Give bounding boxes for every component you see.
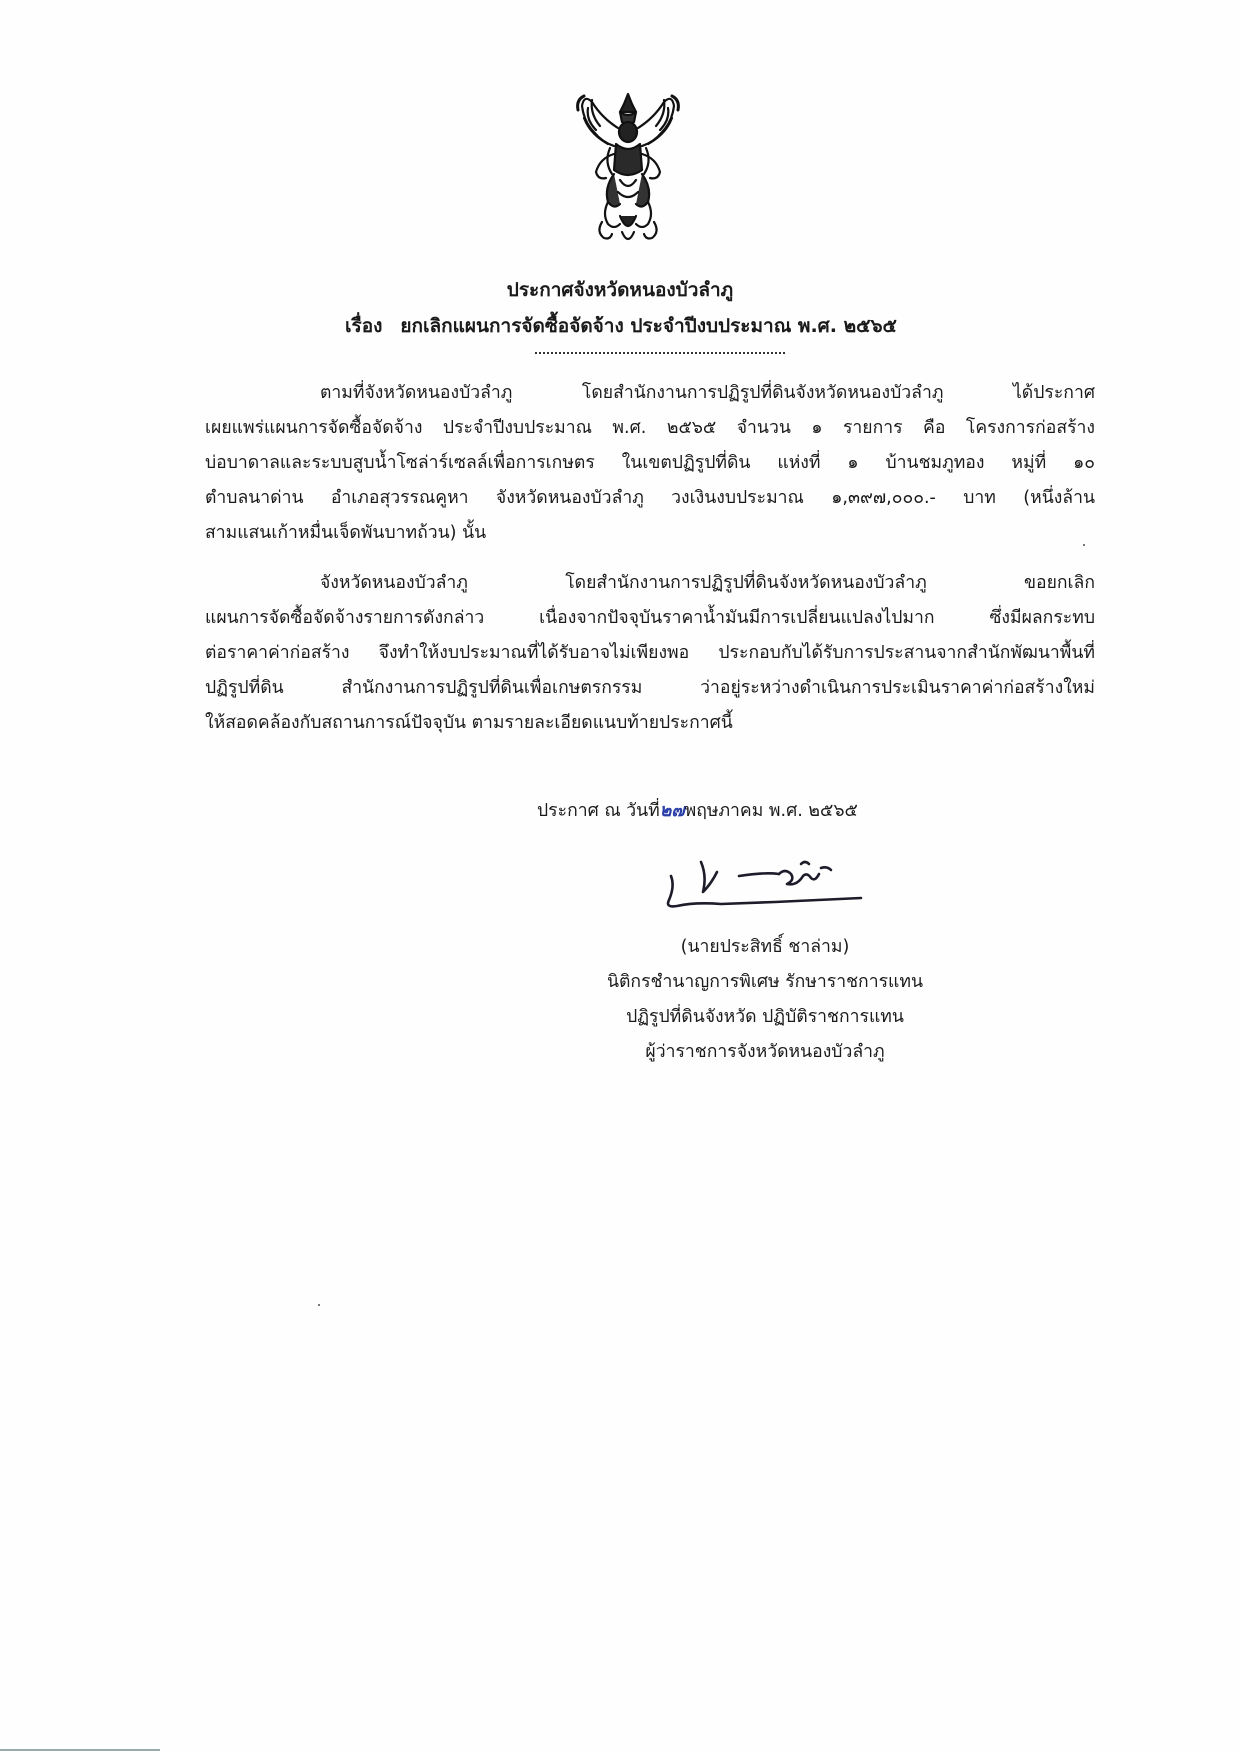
scan-speck [1083,544,1085,546]
paragraph-1-line: เผยแพร่แผนการจัดซื้อจัดจ้าง ประจำปีงบประมาณ พ.ศ. ๒๕๖๕ จำนวน ๑ รายการ คือ โครงการก่อสร้าง [205,418,1095,438]
announcement-date [537,796,858,826]
date-month-year: พฤษภาคม พ.ศ. ๒๕๖๕ [684,801,858,821]
date-prefix: ประกาศ ณ วันที่ [537,801,660,821]
paragraph-2-line: แผนการจัดซื้อจัดจ้างรายการดังกล่าว เนื่องจากปัจจุบันราคาน้ำมันมีการเปลี่ยนแปลงไปมาก ซึ่งมีผลกระทบ [205,608,1095,628]
paragraph-2-line: ต่อราคาค่าก่อสร้าง จึงทำให้งบประมาณที่ได้รับอาจไม่เพียงพอ ประกอบกับได้รับการประสานจากสำนักพัฒนาพื้นที่ [205,643,1095,663]
announcement-subject [345,312,897,340]
signatory-name: (นายประสิทธิ์ ชาล่าม) [680,937,850,957]
paragraph-2 [205,566,1095,741]
announcement-title: ประกาศจังหวัดหนองบัวลำภู [506,279,734,301]
title-divider [535,352,785,354]
scan-edge-mark [0,1749,160,1751]
paragraph-1-line: ตามที่จังหวัดหนองบัวลำภู โดยสำนักงานการปฏิรูปที่ดินจังหวัดหนองบัวลำภู ได้ประกาศ [320,383,1095,403]
scan-speck [318,1304,320,1306]
garuda-emblem-icon [574,88,682,248]
date-day-handwritten: ๒๗ [659,800,685,821]
signature-scribble [655,846,875,910]
paragraph-1 [205,376,1095,551]
paragraph-1-line: บ่อบาดาลและระบบสูบน้ำโซล่าร์เซลล์เพื่อการเกษตร ในเขตปฏิรูปที่ดิน แห่งที่ ๑ บ้านชมภูทอง หมู่ที่ ๑๐ [205,453,1095,473]
subject-label: เรื่อง [345,315,383,337]
paragraph-2-line: จังหวัดหนองบัวลำภู โดยสำนักงานการปฏิรูปที่ดินจังหวัดหนองบัวลำภู ขอยกเลิก [320,573,1095,593]
signatory-block [575,930,955,1070]
paragraph-1-line: ตำบลนาด่าน อำเภอสุวรรณคูหา จังหวัดหนองบัวลำภู วงเงินงบประมาณ ๑,๓๙๗,๐๐๐.- บาท (หนึ่งล้าน [205,488,1095,508]
signatory-position-1: นิติกรชำนาญการพิเศษ รักษาราชการแทน [606,972,924,992]
paragraph-2-line: ปฏิรูปที่ดิน สำนักงานการปฏิรูปที่ดินเพื่อเกษตรกรรม ว่าอยู่ระหว่างดำเนินการประเมินราคาค่าก่อสร้างใหม่ [205,678,1095,698]
signatory-position-2: ปฏิรูปที่ดินจังหวัด ปฏิบัติราชการแทน [626,1007,904,1027]
paragraph-1-line: สามแสนเก้าหมื่นเจ็ดพันบาทถ้วน) นั้น [205,523,487,543]
signatory-position-3: ผู้ว่าราชการจังหวัดหนองบัวลำภู [645,1042,885,1062]
paragraph-2-line: ให้สอดคล้องกับสถานการณ์ปัจจุบัน ตามรายละเอียดแนบท้ายประกาศนี้ [205,713,733,733]
subject-text: ยกเลิกแผนการจัดซื้อจัดจ้าง ประจำปีงบประมาณ พ.ศ. ๒๕๖๕ [400,315,897,337]
